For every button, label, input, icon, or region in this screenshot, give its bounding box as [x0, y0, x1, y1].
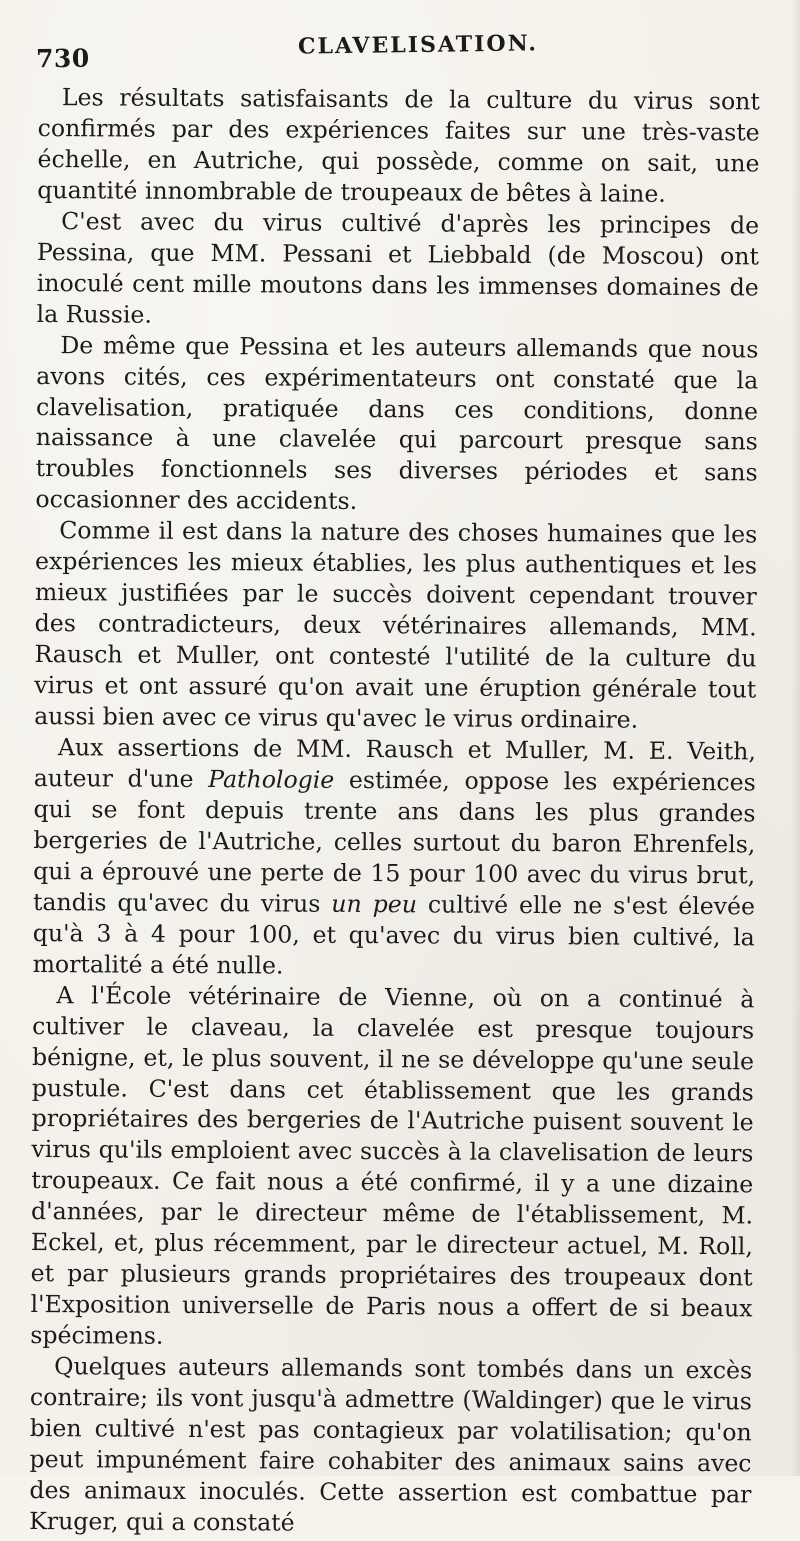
veith-text-after: cultivé elle ne s'est élevée qu'à 3 à 4 pour 100, et qu'avec du virus bien cultivé, la mortalité a été nulle.	[32, 890, 756, 980]
paragraph-contradictors: Comme il est dans la nature des choses humaines que les expériences les mieux établies, les plus authentiques et les mieux justifiées par le succès doivent cependant trouver des contradicteurs, deux vétérinaires allemands, MM. Rausch et Muller, ont contesté l'utilité de la culture du virus et ont assuré qu'on avait une éruption générale tout aussi bien avec ce virus qu'avec le virus ordinaire.	[34, 516, 758, 734]
paragraph-experimenters-findings: De même que Pessina et les auteurs allemands que nous avons cités, ces expérimentateurs ont constaté que la clavelisation, pratiquée dans ces conditions, donne naissance à une clavelée qui parcourt presque sans troubles fonctionnels ses diverses périodes et sans occasionner des accidents.	[35, 330, 759, 516]
running-title: CLAVELISATION.	[297, 30, 539, 60]
body-text	[29, 82, 760, 1541]
paragraph-german-authors-excess: Quelques auteurs allemands sont tombés dans un excès contraire; ils vont jusqu'à admettre (Waldinger) que le virus bien cultivé n'est pas contagieux par volatilisation; qu'on peut impunément faire cohabiter des animaux sains avec des animaux inoculés. Cette assertion est combattue par Kruger, qui a constaté	[29, 1352, 753, 1537]
page-edge-shadow	[790, 0, 800, 1476]
page-number: 730	[35, 43, 90, 74]
paragraph-vienna-school: A l'École vétérinaire de Vienne, où on a continué à cultiver le claveau, la clavelée est presque toujours bénigne, et, le plus souvent, il ne se développe qu'une seule pustule. C'est dans cet établissement que les grands propriétaires des bergeries de l'Autriche puisent souvent le virus qu'ils emploient avec succès à la clavelisation de leurs troupeaux. Ce fait nous a été confirmé, il y a une dizaine d'années, par le directeur même de l'établissement, M. Eckel, et, plus récemment, par le directeur actuel, M. Roll, et par plusieurs grands propriétaires des troupeaux dont l'Exposition universelle de Paris nous a offert de si beaux spécimens.	[30, 980, 755, 1350]
page-header	[35, 30, 758, 74]
italic-un-peu: un peu	[331, 889, 418, 919]
italic-pathologie: Pathologie	[208, 765, 335, 794]
paragraph-veith-response	[33, 732, 756, 984]
paragraph-russia-inoculation: C'est avec du virus cultivé d'après les principes de Pessina, que MM. Pessani et Liebbald (de Moscou) ont inoculé cent mille moutons dans les immenses domaines de la Russie.	[36, 206, 760, 329]
veith-text-before: Aux assertions de MM. Rausch et Muller, M. E. Veith, auteur d'une	[33, 733, 757, 794]
paragraph-culture-results: Les résultats satisfaisants de la culture du virus sont confirmés par des expériences faites sur une très-vaste échelle, en Autriche, qui possède, comme on sait, une quantité innombrable de troupeaux de bêtes à laine.	[37, 83, 760, 208]
veith-text-middle: estimée, oppose les expériences qui se font depuis trente ans dans les plus grandes bergeries de l'Autriche, celles surtout du baron Ehrenfels, qui a éprouvé une perte de 15 pour 100 avec du virus brut, tandis qu'avec du virus	[32, 765, 756, 918]
